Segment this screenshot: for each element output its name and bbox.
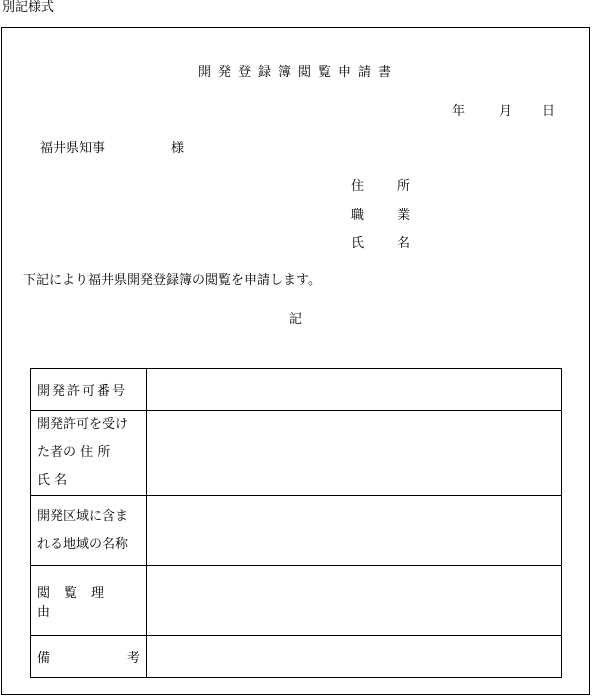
permittee-label-line2-b: 住 [80,445,94,460]
permittee-label-line2-c: 所 [97,445,111,460]
applicant-occupation-label-a: 職 [351,208,365,223]
application-statement: 下記により福井県開発登録簿の閲覧を申請します。 [23,273,321,288]
permittee-value[interactable] [147,411,562,496]
applicant-name-label-b: 名 [397,236,411,251]
area-name-label-line1: 開発区域に含ま [37,508,129,524]
permittee-label-cell [31,411,147,496]
remarks-value[interactable] [147,636,562,678]
table-row-permit-number [31,369,562,411]
reason-value[interactable] [147,566,562,636]
date-month: 月 [499,104,513,119]
permittee-label-line1: 開発許可を受け [37,417,129,432]
permittee-label-line2-a: た者の [37,445,77,460]
application-detail-table [30,368,562,678]
form-number-label: 別記様式 [2,0,55,15]
date-year: 年 [452,104,466,119]
permittee-label-line2 [37,439,140,467]
ki-heading: 記 [289,312,303,327]
remarks-label-cell [31,636,147,678]
permit-number-label [37,380,140,399]
remarks-label-b: 考 [126,651,140,666]
form-title: 開発登録簿閲覧申請書 [197,65,398,80]
reason-label-cell [31,566,147,636]
permittee-label-line3 [37,467,140,495]
permittee-label-line3-b: 名 [54,473,68,488]
area-name-value[interactable] [147,496,562,566]
applicant-name-label-a: 氏 [351,236,365,251]
table-row-area-name [31,496,562,566]
applicant-address-label-b: 所 [397,179,411,194]
applicant-occupation-label-b: 業 [397,208,411,223]
permit-number-value[interactable] [147,369,562,411]
addressee-name: 福井県知事 [40,141,106,156]
permit-number-label-cell [31,369,147,411]
permit-number-label-text: 開発許可番号 [37,384,128,399]
remarks-label [37,647,140,666]
area-name-label-line2: れる地域の名称 [37,536,129,552]
area-name-label-cell [31,496,147,566]
permittee-label-line3-a: 氏 [37,473,51,488]
reason-label: 閲覧理由 [37,585,119,620]
addressee-honorific: 様 [171,141,185,156]
date-day: 日 [542,104,556,119]
table-row-permittee [31,411,562,496]
applicant-address-label-a: 住 [351,179,365,194]
remarks-label-a: 備 [37,651,51,666]
table-row-remarks [31,636,562,678]
table-row-reason [31,566,562,636]
